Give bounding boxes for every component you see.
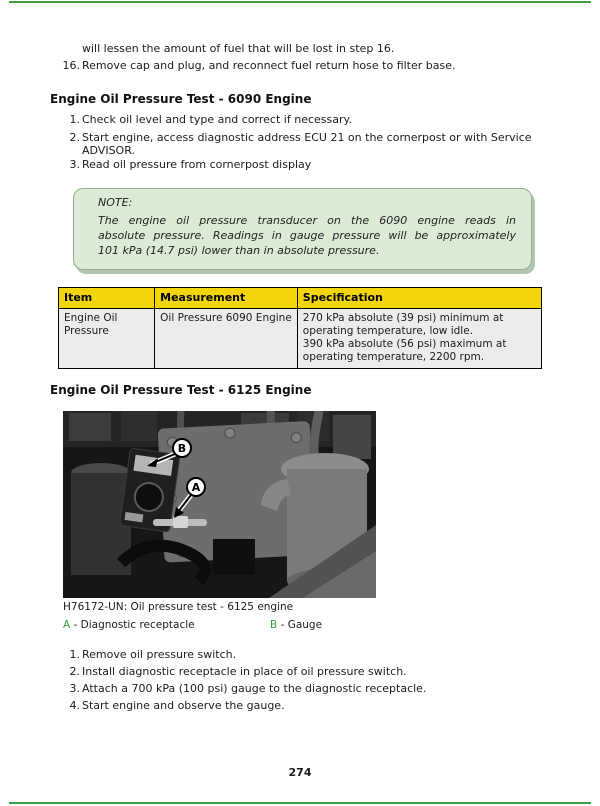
step15-continuation: will lessen the amount of fuel that will be lost in step 16. [82, 42, 395, 55]
step-text: Read oil pressure from cornerpost display [82, 158, 312, 171]
col-header-item: Item [59, 288, 155, 309]
step-number: 1. [69, 113, 80, 126]
engine-photo [63, 411, 376, 598]
legend-item-a [63, 619, 195, 631]
step-number: 3. [69, 158, 80, 171]
step-text: Check oil level and type and correct if necessary. [82, 113, 352, 126]
note-label: NOTE: [98, 196, 133, 209]
step-6090-2 [60, 131, 565, 157]
spec-value-1: 270 kPa absolute (39 psi) minimum at operating temperature, low idle. [302, 312, 504, 337]
callout-a-letter: A [191, 481, 201, 494]
step-number: 2. [69, 665, 80, 678]
legend-text-a: - Diagnostic receptacle [73, 619, 195, 631]
step-16 [60, 59, 560, 73]
step-text-line1: Start engine, access diagnostic address ECU 21 on the cornerpost or with Service [82, 131, 532, 144]
figure-caption: H76172-UN: Oil pressure test - 6125 engine [63, 601, 294, 613]
step-text: Attach a 700 kPa (100 psi) gauge to the diagnostic receptacle. [82, 682, 427, 695]
page-number: 274 [288, 766, 312, 779]
page-bottom-rule [9, 802, 591, 804]
note-line-1: The engine oil pressure transducer on the 6090 engine reads in [98, 214, 516, 227]
step-text [82, 131, 532, 157]
engine-photo-figure [63, 411, 376, 598]
col-header-specification: Specification [297, 288, 541, 309]
legend-key-b: B [270, 619, 278, 631]
figure-legend [63, 619, 522, 632]
table-row [59, 309, 542, 369]
step-16-number: 16. [62, 59, 80, 72]
step-16-text: Remove cap and plug, and reconnect fuel return hose to filter base. [82, 59, 456, 72]
step-6125-4 [60, 699, 565, 713]
legend-item-b [270, 619, 322, 632]
step-number: 1. [69, 648, 80, 661]
step-6125-3 [60, 682, 565, 696]
spec-value-2: 390 kPa absolute (56 psi) maximum at operating temperature, 2200 rpm. [302, 338, 507, 363]
step-number: 2. [69, 131, 80, 144]
note-line-3: 101 kPa (14.7 psi) lower than in absolute pressure. [98, 244, 380, 257]
note-box [73, 188, 532, 270]
cell-item: Engine Oil Pressure [59, 309, 155, 369]
step-6090-3 [60, 158, 565, 172]
step-text-line2: ADVISOR. [82, 144, 135, 157]
step-text: Start engine and observe the gauge. [82, 699, 285, 712]
note-line-2: absolute pressure. Readings in gauge pressure will be approximately [98, 229, 516, 242]
spec-table-header-row [59, 288, 542, 309]
cell-measurement: Oil Pressure 6090 Engine [155, 309, 298, 369]
step-text: Remove oil pressure switch. [82, 648, 237, 661]
spec-table [58, 287, 542, 369]
heading-6125: Engine Oil Pressure Test - 6125 Engine [50, 383, 312, 397]
step-number: 4. [69, 699, 80, 712]
step-6125-1 [60, 648, 565, 662]
callout-b-letter: B [177, 442, 187, 455]
legend-key-a: A [63, 619, 71, 631]
step-6090-1 [60, 113, 565, 127]
note-text [98, 213, 516, 258]
page-top-rule [9, 1, 591, 3]
step-number: 3. [69, 682, 80, 695]
col-header-measurement: Measurement [155, 288, 298, 309]
cell-specification [297, 309, 541, 369]
heading-6090: Engine Oil Pressure Test - 6090 Engine [50, 92, 312, 106]
legend-text-b: - Gauge [280, 619, 323, 631]
step-text: Install diagnostic receptacle in place of oil pressure switch. [82, 665, 407, 678]
step-6125-2 [60, 665, 565, 679]
